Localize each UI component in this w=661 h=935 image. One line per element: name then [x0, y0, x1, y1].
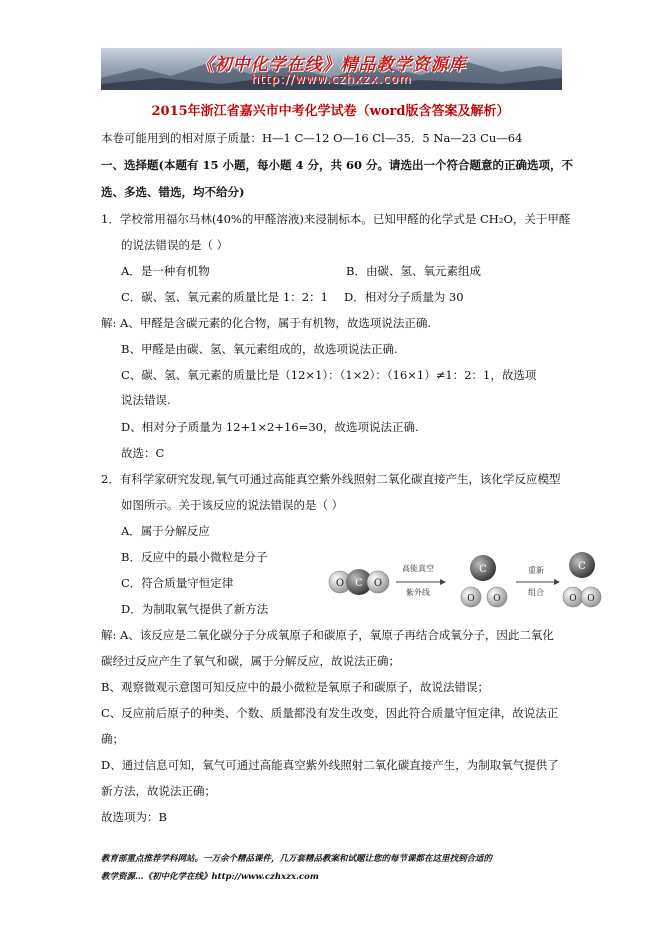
q1-option-c: C．碳、氢、氧元素的质量比是 1：2：1	[121, 290, 328, 304]
q1-stem-cont: 的说法错误的是（ ）	[121, 238, 229, 252]
atomic-masses-line: 本卷可能用到的相对原子质量：H—1 C—12 O—16 Cl—35．5 Na—23 Cu—64	[101, 131, 523, 145]
q2-solution-a: 解: A、该反应是二氧化碳分子分成氧原子和碳原子，氧原子再结合成氧分子，因此二氧化	[101, 628, 554, 642]
q1-solution-b: B、甲醛是由碳、氢、氧元素组成的，故选项说法正确.	[121, 342, 398, 356]
atom-label-c: C	[479, 564, 487, 575]
atom-label-c: C	[578, 561, 586, 572]
q2-solution-c-cont: 确；	[101, 732, 124, 746]
q1-stem: 1．学校常用福尔马林(40%的甲醛溶液)来浸制标本。已知甲醛的化学式是 CH₂O，关于甲醛	[101, 212, 571, 226]
q2-solution-c: C、反应前后原子的种类、个数、质量都没有发生改变，因此符合质量守恒定律，故说法正	[101, 706, 559, 720]
separated-atoms	[461, 555, 507, 607]
q1-solution-c-cont: 说法错误.	[121, 393, 171, 407]
arrow1-bottom-label: 紫外线	[406, 588, 430, 597]
q1-option-d: D．相对分子质量为 30	[344, 290, 464, 304]
q2-solution-a-cont: 碳经过反应产生了氧气和碳，属于分解反应，故说法正确；	[101, 654, 400, 668]
q2-solution-b: B、观察微观示意图可知反应中的最小微粒是氧原子和碳原子，故说法错误；	[101, 680, 489, 694]
q2-stem-cont: 如图所示。关于该反应的说法错误的是（ ）	[121, 498, 344, 512]
footer-line2: 教学资源…《初中化学在线》http://www.czhxzx.com	[101, 872, 319, 882]
products	[563, 552, 601, 607]
q1-answer: 故选：C	[121, 446, 165, 460]
q1-option-b: B．由碳、氢、氧元素组成	[346, 264, 481, 278]
footer-line1: 教育部重点推荐学科网站。一万余个精品课件，几万套精品教案和试题让您的每节课都在这里找到合适的	[101, 854, 493, 864]
q2-option-a: A．属于分解反应	[121, 524, 210, 538]
arrow2-top-label: 重新	[528, 566, 544, 575]
q2-option-b: B．反应中的最小微粒是分子	[121, 550, 268, 564]
q2-option-c: C．符合质量守恒定律	[121, 576, 234, 590]
reaction-model-diagram	[326, 551, 606, 615]
atom-label-c: C	[355, 578, 363, 589]
atom-label-o: O	[569, 594, 577, 604]
atom-label-o: O	[467, 594, 475, 604]
atom-label-o: O	[335, 578, 345, 589]
q2-solution-d-cont: 新方法，故说法正确；	[101, 784, 216, 798]
site-banner	[101, 48, 562, 90]
banner-title: 《初中化学在线》精品教学资源库	[196, 55, 467, 75]
atom-label-o: O	[587, 594, 595, 604]
q1-solution-c: C、碳、氢、氧元素的质量比是（12×1）：（1×2）：（16×1）≠1：2：1，故选项	[121, 368, 537, 382]
q2-solution-d: D、通过信息可知，氧气可通过高能真空紫外线照射二氧化碳直接产生，为制取氧气提供了	[101, 758, 559, 772]
q2-stem: 2．有科学家研究发现,氧气可通过高能真空紫外线照射二氧化碳直接产生，该化学反应模型	[101, 472, 561, 486]
atom-label-o: O	[373, 578, 383, 589]
atom-label-o: O	[493, 594, 501, 604]
banner-url-link[interactable]: http://www.czhxzx.com	[251, 72, 412, 86]
q1-solution-a: 解: A、甲醛是含碳元素的化合物，属于有机物，故选项说法正确.	[101, 316, 431, 330]
arrow1-top-label: 高能真空	[402, 564, 434, 573]
q2-answer: 故选项为：B	[101, 810, 167, 824]
co2-molecule	[329, 569, 389, 595]
arrow-head-icon	[440, 579, 446, 585]
q1-solution-d: D、相对分子质量为 12+1×2+16=30，故选项说法正确.	[121, 420, 419, 434]
document-title: 2015年浙江省嘉兴市中考化学试卷（word版含答案及解析）	[151, 104, 510, 119]
arrow2-bottom-label: 组合	[528, 588, 544, 597]
q1-option-a: A．是一种有机物	[121, 264, 210, 278]
section-heading-cont: 选、多选、错选，均不给分)	[101, 185, 245, 199]
section-heading: 一、选择题(本题有 15 小题，每小题 4 分，共 60 分。请选出一个符合题意的正确选项，不	[101, 158, 573, 172]
arrow-head-icon	[554, 579, 560, 585]
q2-option-d: D．为制取氧气提供了新方法	[121, 602, 269, 616]
